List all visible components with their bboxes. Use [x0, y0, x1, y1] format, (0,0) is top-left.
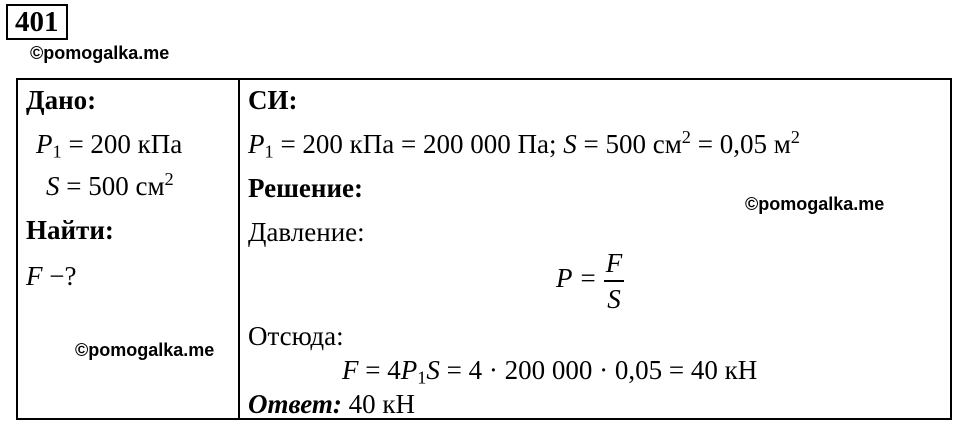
watermark-bottom-left: ©pomogalka.me	[75, 340, 215, 360]
watermark-middle: ©pomogalka.me	[745, 194, 885, 214]
find-rest: −?	[42, 261, 77, 291]
given-s-value: = 500 см	[59, 171, 165, 201]
answer-value: 40 кН	[341, 389, 415, 419]
find-heading: Найти:	[26, 215, 114, 245]
si-s-symbol: S	[563, 129, 577, 159]
si-p-sub: 1	[264, 141, 274, 162]
formula-numerator: F	[604, 248, 625, 282]
given-heading: Дано:	[26, 85, 97, 115]
si-conversion	[248, 128, 800, 160]
formula-lhs: P =	[556, 263, 604, 294]
hence-label: Отсюда:	[248, 321, 344, 351]
force-mid: = 4	[358, 355, 401, 385]
si-p-text: = 200 кПа = 200 000 Па;	[273, 129, 564, 159]
watermark-top: ©pomogalka.me	[30, 43, 170, 63]
given-p1-symbol: P	[36, 129, 53, 159]
answer-label: Ответ:	[248, 389, 342, 419]
given-p1	[36, 128, 182, 160]
si-p-symbol: P	[248, 129, 265, 159]
given-p1-sub: 1	[52, 141, 62, 162]
formula-denominator: S	[607, 284, 621, 314]
find-item	[26, 260, 76, 292]
pressure-label: Давление:	[248, 217, 365, 247]
si-s-text2: = 0,05 м	[690, 129, 791, 159]
find-symbol: F	[26, 261, 43, 291]
si-s-text: = 500 см	[576, 129, 682, 159]
problem-number: 401	[6, 4, 68, 40]
force-p-symbol: P	[400, 355, 418, 385]
solution-heading: Решение:	[248, 173, 363, 203]
column-divider	[238, 80, 240, 418]
formula-fraction	[604, 248, 625, 314]
force-s-symbol: S	[426, 355, 440, 385]
given-s	[46, 170, 174, 202]
given-s-exp: 2	[164, 168, 174, 189]
given-s-symbol: S	[46, 171, 60, 201]
si-s-exp2: 2	[790, 126, 800, 147]
si-heading: СИ:	[248, 85, 298, 115]
force-f-symbol: F	[342, 355, 359, 385]
pressure-formula	[556, 248, 624, 314]
si-s-exp1: 2	[681, 126, 691, 147]
answer-line	[248, 388, 415, 420]
force-p-sub: 1	[417, 367, 427, 388]
force-rest: = 4 · 200 000 · 0,05 = 40 кН	[439, 355, 758, 385]
solution-table	[16, 78, 952, 420]
force-formula	[342, 354, 757, 386]
given-p1-value: = 200 кПа	[61, 129, 183, 159]
